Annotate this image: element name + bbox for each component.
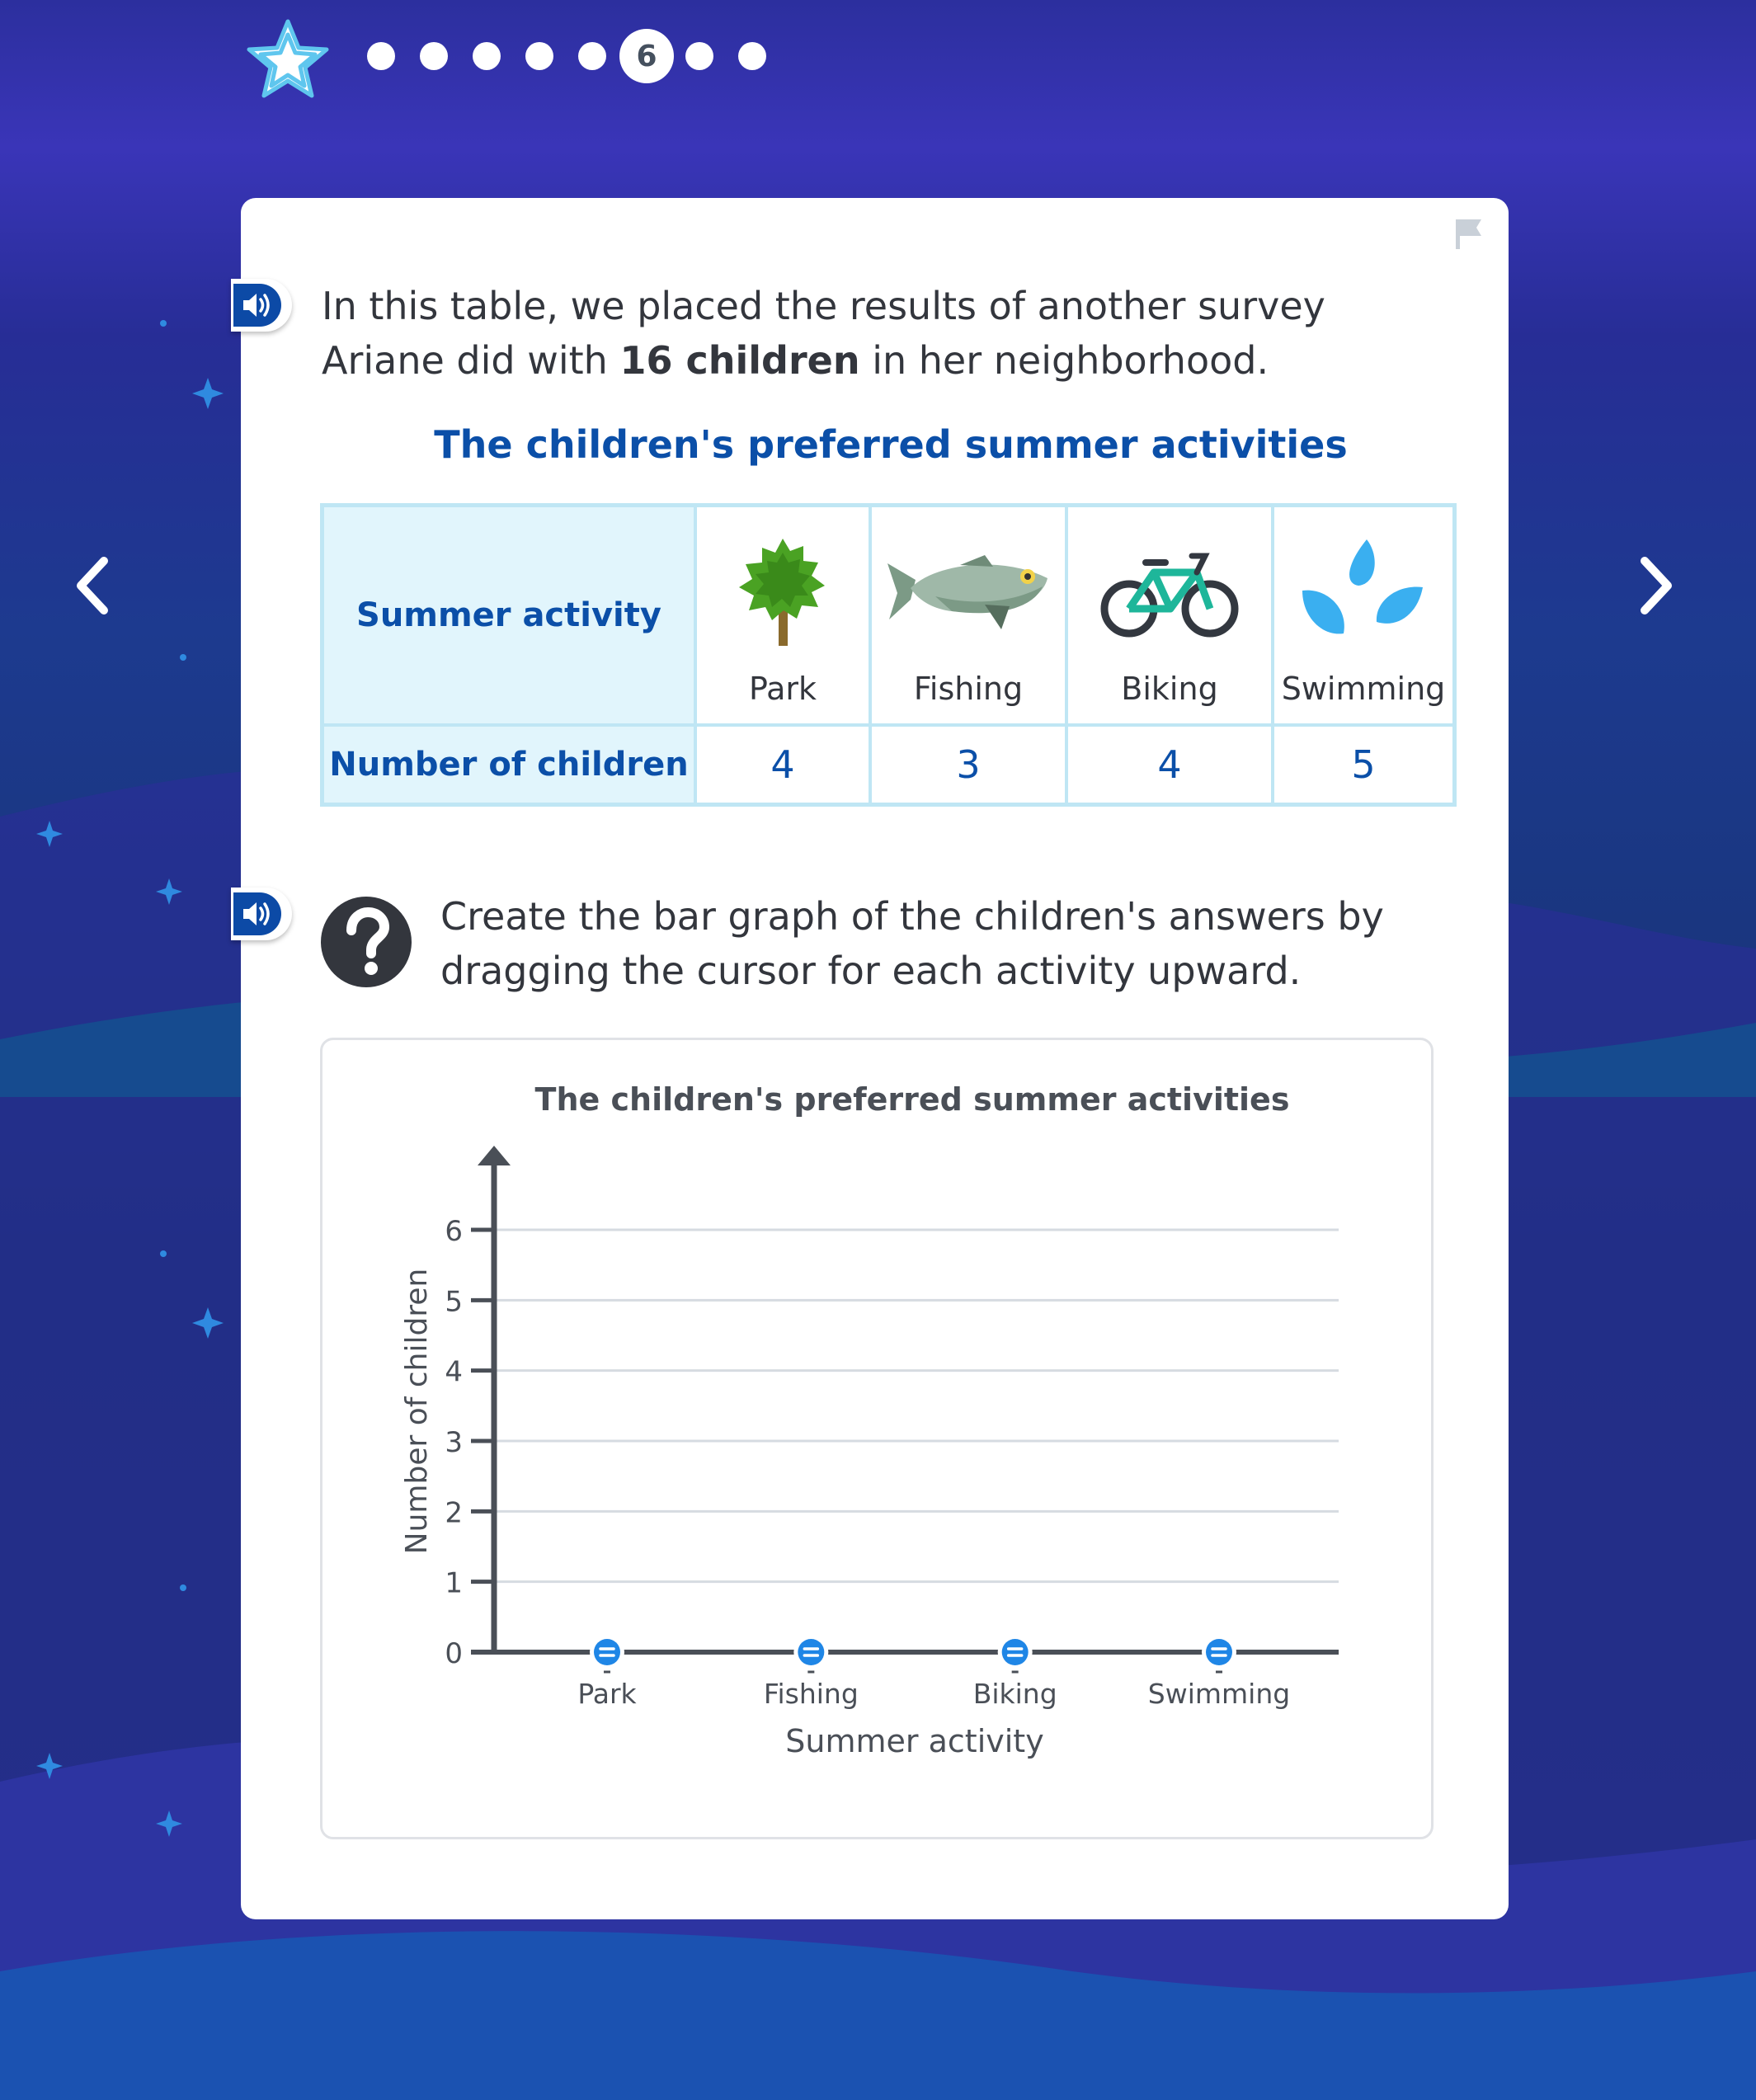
drag-handle-knob[interactable] (1002, 1639, 1029, 1665)
count-cell-park: 4 (697, 727, 872, 803)
x-tick-label: Biking (972, 1678, 1057, 1710)
progress-dot[interactable] (525, 42, 553, 70)
audio-button-intro[interactable] (231, 279, 292, 332)
previous-arrow-icon[interactable] (64, 553, 122, 619)
activity-cell-park (697, 507, 872, 727)
bicycle-icon (1099, 543, 1240, 642)
tree-icon (729, 534, 836, 650)
progress-dot[interactable] (420, 42, 448, 70)
y-tick-label: 4 (445, 1355, 463, 1389)
audio-button-question[interactable] (231, 888, 292, 940)
drag-handle-knob[interactable] (594, 1639, 620, 1665)
speaker-icon (241, 900, 274, 928)
y-tick-label: 5 (445, 1285, 463, 1319)
count-cell-biking: 4 (1068, 727, 1274, 803)
question-text: Create the bar graph of the children's answers by dragging the cursor for each activity upward. (440, 894, 1384, 993)
progress-dot[interactable] (578, 42, 606, 70)
report-flag-icon[interactable] (1453, 216, 1485, 251)
y-axis-label: Number of children (400, 1268, 434, 1555)
fish-icon (886, 547, 1051, 638)
progress-dot[interactable] (367, 42, 395, 70)
activity-label: Fishing (913, 671, 1024, 707)
speaker-icon (241, 291, 274, 319)
y-tick-label: 3 (445, 1426, 463, 1459)
drag-handle-knob[interactable] (798, 1639, 824, 1665)
intro-text: In this table, we placed the results of another survey Ariane did with 16 children in her neighborhood. (322, 284, 1325, 383)
bar-chart (322, 1040, 1436, 1842)
next-arrow-icon[interactable] (1627, 553, 1684, 619)
drag-handle-knob[interactable] (1206, 1639, 1232, 1665)
y-tick-label: 2 (445, 1496, 463, 1530)
question-mark-icon (320, 896, 412, 988)
progress-dot[interactable] (473, 42, 501, 70)
y-axis-arrow-icon (478, 1146, 511, 1165)
favorite-star-icon[interactable] (244, 16, 332, 101)
activity-label: Park (748, 671, 817, 707)
x-tick-label: Fishing (763, 1678, 859, 1710)
progress-dots (367, 29, 791, 83)
activity-label: Biking (1121, 671, 1218, 707)
count-cell-swimming: 5 (1351, 742, 1376, 787)
x-axis-label: Summer activity (785, 1723, 1044, 1759)
activity-label: Swimming (1281, 671, 1446, 707)
chart-title: The children's preferred summer activities (534, 1081, 1290, 1118)
activity-cell-fishing (872, 507, 1068, 727)
y-tick-label: 6 (445, 1215, 463, 1248)
progress-dot[interactable] (685, 42, 713, 70)
row-header-count: Number of children (324, 727, 697, 803)
y-tick-label: 0 (445, 1637, 463, 1670)
activity-cell-biking (1068, 507, 1274, 727)
progress-dot-current[interactable]: 6 (619, 29, 674, 83)
table-title: The children's preferred summer activities (434, 422, 1348, 467)
x-tick-label: Swimming (1147, 1678, 1291, 1710)
count-cell-fishing: 3 (872, 727, 1068, 803)
activity-cell-swimming (1274, 507, 1452, 727)
progress-dot[interactable] (738, 42, 766, 70)
y-tick-label: 1 (445, 1566, 463, 1600)
survey-table (320, 503, 1457, 807)
row-header-activity: Summer activity (324, 507, 697, 727)
bar-chart-panel (320, 1038, 1434, 1839)
x-tick-label: Park (577, 1678, 637, 1710)
water-splash-icon (1297, 534, 1429, 650)
